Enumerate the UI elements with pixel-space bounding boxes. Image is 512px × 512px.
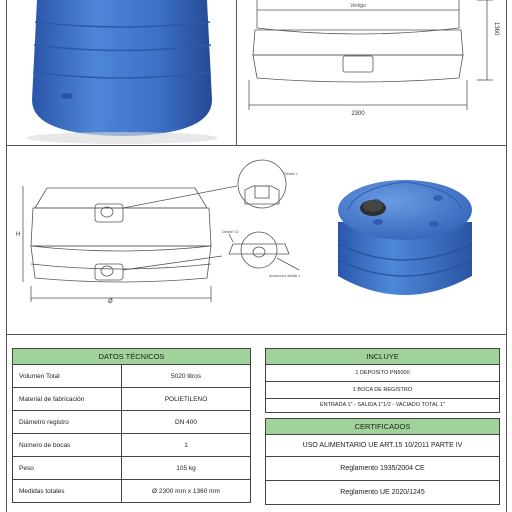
row-label: Volumen Total (13, 365, 122, 388)
list-item: Reglamento 1935/2004 CE (266, 457, 499, 481)
tank-photo-3d (326, 164, 481, 314)
frame-right (506, 0, 507, 512)
row-label: Material de fabricación (13, 388, 122, 411)
dim-height: 1360 (493, 22, 499, 36)
callout-top: Detalle 1 (284, 172, 298, 176)
row-value: DN 400 (122, 411, 251, 434)
callout-left: Detalle 1/2 (222, 230, 239, 234)
tank-drawing-mid (7, 146, 307, 334)
certificados-title: CERTIFICADOS (266, 419, 499, 435)
table-row (13, 388, 251, 411)
callout-bottom: Accesorios detalle 1 (269, 274, 301, 278)
dim-diameter: Ø (108, 299, 113, 305)
incluye-title: INCLUYE (266, 349, 499, 365)
row-label: Número de bocas (13, 434, 122, 457)
incluye-box (265, 348, 500, 413)
table-row (13, 480, 251, 503)
dim-H: H (16, 232, 21, 238)
table-row (13, 434, 251, 457)
list-item: USO ALIMENTARIO UE ART.15 10/2011 PARTE IV (266, 435, 499, 457)
row-label: Medidas totales (13, 480, 122, 503)
table-row (13, 365, 251, 388)
table-row (13, 411, 251, 434)
row-value: Ø 2300 mm x 1360 mm (122, 480, 251, 503)
dim-width: 2300 (351, 111, 365, 117)
list-item: 1 BOCA DE REGISTRO (266, 382, 499, 399)
datos-tecnicos-table (12, 348, 251, 503)
row-value: 1 (122, 434, 251, 457)
row-label: Diámetro registro (13, 411, 122, 434)
row-value: 105 kg (122, 457, 251, 480)
list-item: Reglamento UE 2020/1245 (340, 489, 425, 496)
tank-photo-top (7, 0, 235, 145)
table-row (13, 457, 251, 480)
row-label: Peso (13, 457, 122, 480)
brand-logo: Vertigo (350, 3, 366, 9)
row-value: POLIETILENO (122, 388, 251, 411)
list-item: ENTRADA 1" - SALIDA 1"1/2 - VACIADO TOTAL 1" (319, 402, 446, 408)
list-item: 1 DEPOSITO PN5000 (266, 365, 499, 382)
certificados-box (265, 418, 500, 505)
datos-tecnicos-title: DATOS TÉCNICOS (13, 349, 251, 365)
frame-divider-2 (6, 334, 506, 335)
row-value: 5020 litros (122, 365, 251, 388)
tank-drawing-top (237, 0, 505, 145)
